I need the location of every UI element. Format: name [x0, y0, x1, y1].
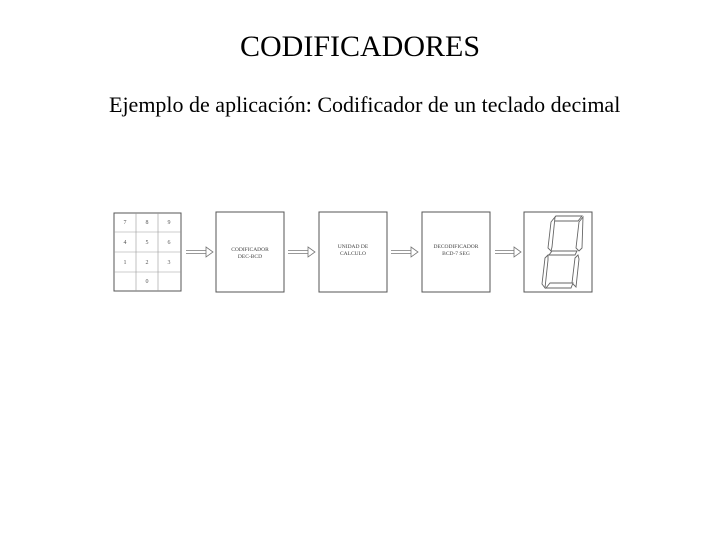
decoder-label-line2: BCD-7 SEG: [442, 251, 470, 257]
key-2: 2: [145, 260, 149, 266]
key-9: 9: [167, 220, 171, 226]
seven-segment-display-icon: [524, 212, 592, 292]
right-arrow-icon: [391, 247, 418, 257]
key-6: 6: [167, 240, 171, 246]
calc-unit-label-line2: CALCULO: [340, 251, 366, 257]
calc-unit-label-line1: UNIDAD DE: [337, 244, 369, 250]
right-arrow-icon: [495, 247, 521, 257]
key-7: 7: [123, 220, 127, 226]
calc-unit-block: [319, 212, 387, 292]
right-arrow-icon: [186, 247, 213, 257]
slide-subtitle: Ejemplo de aplicación: Codificador de un teclado decimal: [109, 92, 621, 117]
encoder-label-line2: DEC-BCD: [237, 254, 263, 260]
key-8: 8: [145, 220, 149, 226]
key-1: 1: [123, 260, 127, 266]
key-0: 0: [145, 279, 149, 285]
decoder-label-line1: DECODIFICADOR: [433, 244, 479, 250]
right-arrow-icon: [288, 247, 315, 257]
decoder-block: [422, 212, 490, 292]
key-4: 4: [123, 240, 127, 246]
key-5: 5: [145, 240, 149, 246]
encoder-label-line1: CODIFICADOR: [231, 247, 269, 253]
key-3: 3: [167, 260, 171, 266]
encoder-block: [216, 212, 284, 292]
keypad: [114, 213, 181, 291]
slide-title: CODIFICADORES: [239, 30, 481, 63]
